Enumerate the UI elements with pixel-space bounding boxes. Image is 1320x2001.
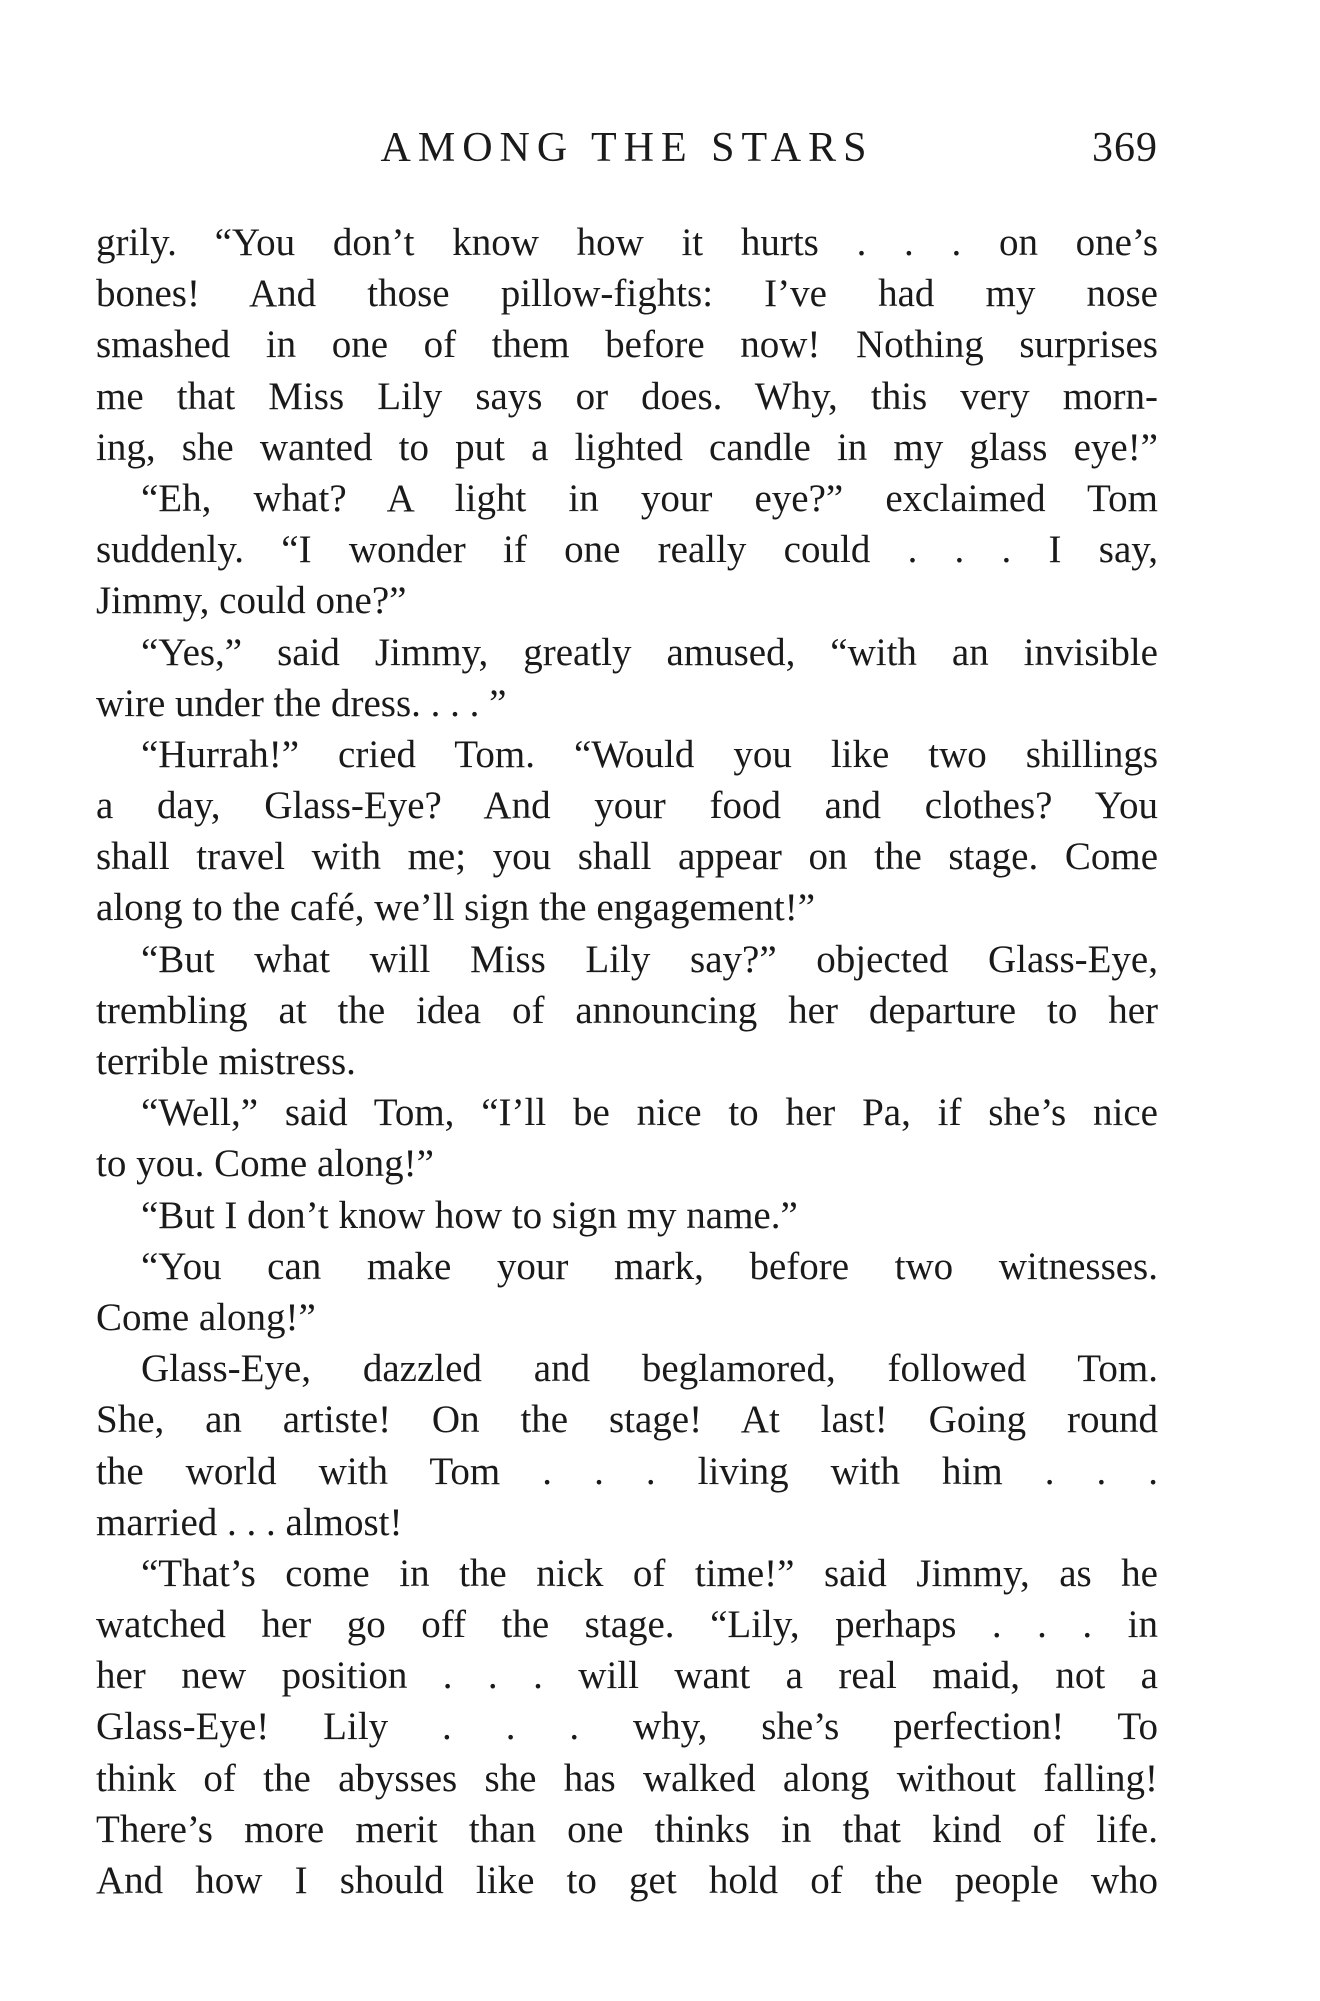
text-line: a day, Glass-Eye? And your food and clothes? You [96, 784, 1158, 828]
text-line: the world with Tom . . . living with him . . . [96, 1449, 1158, 1493]
text-line: Jimmy, could one?” [96, 579, 407, 623]
text-line: smashed in one of them before now! Nothing surprises [96, 323, 1158, 367]
text-line: “But what will Miss Lily say?” objected Glass-Eye, [141, 937, 1158, 981]
text-line: “Yes,” said Jimmy, greatly amused, “with an invisible [141, 630, 1158, 674]
text-line: “But I don’t know how to sign my name.” [141, 1193, 798, 1237]
text-line: along to the café, we’ll sign the engagement!” [96, 886, 816, 930]
text-line: Glass-Eye, dazzled and beglamored, followed Tom. [141, 1347, 1158, 1391]
text-line: “Hurrah!” cried Tom. “Would you like two shillings [141, 732, 1158, 776]
text-line: watched her go off the stage. “Lily, perhaps . . . in [96, 1603, 1158, 1647]
text-line: “Eh, what? A light in your eye?” exclaimed Tom [141, 476, 1158, 520]
page-number: 369 [1092, 125, 1158, 171]
text-line: “You can make your mark, before two witnesses. [141, 1244, 1158, 1288]
text-line: Come along!” [96, 1295, 316, 1339]
text-line: her new position . . . will want a real maid, not a [96, 1654, 1158, 1698]
page-header [96, 118, 1158, 178]
text-line: wire under the dress. . . . ” [96, 681, 507, 725]
text-line: suddenly. “I wonder if one really could . . . I say, [96, 528, 1158, 572]
text-line: terrible mistress. [96, 1040, 356, 1083]
text-line: She, an artiste! On the stage! At last! Going round [96, 1398, 1158, 1442]
text-line: shall travel with me; you shall appear on the stage. Come [96, 835, 1158, 879]
text-line: bones! And those pillow-fights: I’ve had my nose [96, 272, 1158, 316]
text-line: “Well,” said Tom, “I’ll be nice to her Pa, if she’s nice [141, 1091, 1158, 1135]
text-line: And how I should like to get hold of the people who [96, 1859, 1158, 1902]
text-line: “That’s come in the nick of time!” said Jimmy, as he [141, 1551, 1158, 1595]
body-text [96, 217, 1158, 1906]
text-line: ing, she wanted to put a lighted candle in my glass eye!” [96, 425, 1158, 469]
running-head: AMONG THE STARS [380, 125, 874, 171]
text-line: to you. Come along!” [96, 1142, 434, 1186]
text-line: There’s more merit than one thinks in that kind of life. [96, 1807, 1158, 1851]
text-line: married . . . almost! [96, 1500, 403, 1544]
text-line: trembling at the idea of announcing her departure to her [96, 988, 1158, 1032]
text-line: grily. “You don’t know how it hurts . . . on one’s [96, 221, 1158, 264]
text-line: Glass-Eye! Lily . . . why, she’s perfection! To [96, 1705, 1158, 1749]
text-line: me that Miss Lily says or does. Why, this very morn- [96, 374, 1158, 418]
text-line: think of the abysses she has walked along without falling! [96, 1756, 1158, 1800]
